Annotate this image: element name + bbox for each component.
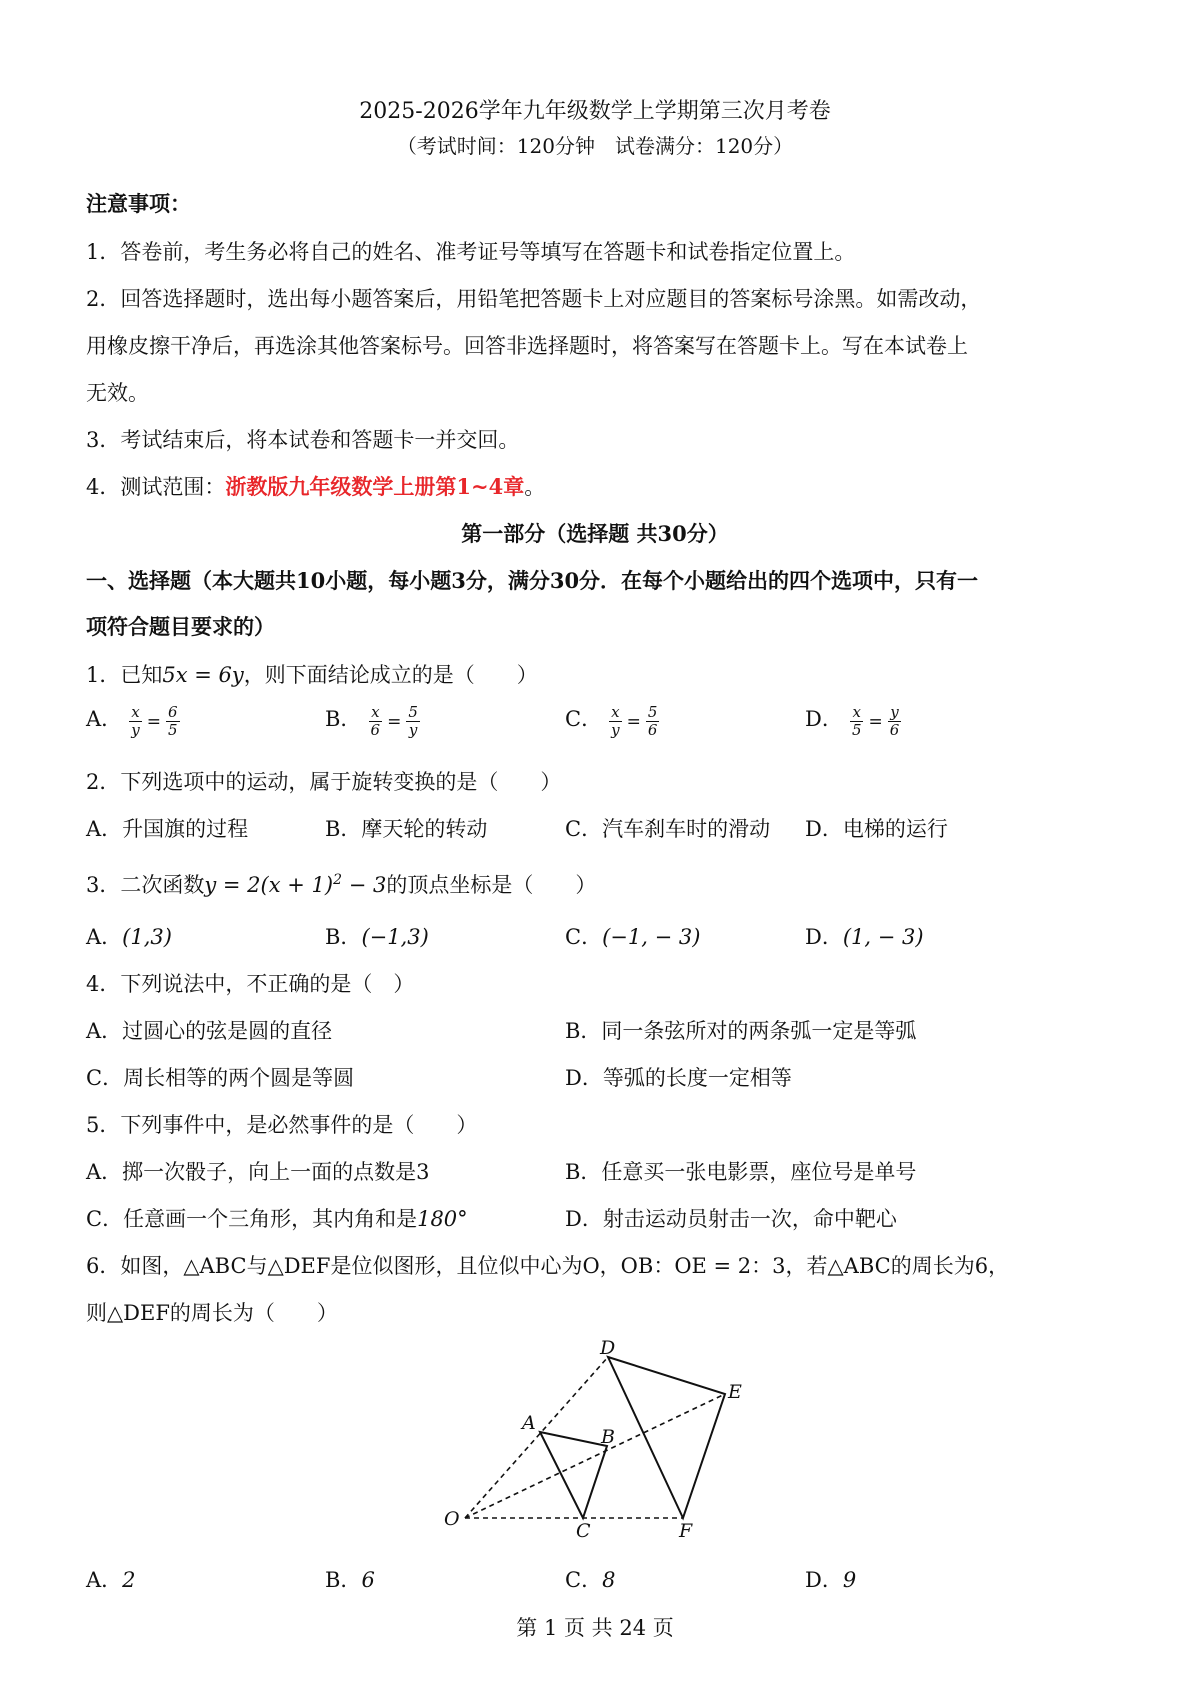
triangle-abc xyxy=(540,1432,607,1518)
note-item-1: 1．答卷前，考生务必将自己的姓名、准考证号等填写在答题卡和试卷指定位置上。 xyxy=(86,240,856,264)
option-b-value: (−1,3) xyxy=(361,925,429,949)
question-3-option-a[interactable] xyxy=(86,921,172,951)
equals-sign: = xyxy=(146,711,161,732)
denominator: y xyxy=(131,721,140,739)
question-6-option-a[interactable] xyxy=(86,1564,136,1594)
question-1-option-b[interactable] xyxy=(325,703,422,739)
question-3-prefix: 3．二次函数 xyxy=(86,873,205,897)
fraction xyxy=(850,704,864,739)
equals-sign: = xyxy=(387,711,402,732)
denominator: 6 xyxy=(370,721,381,739)
numerator: 6 xyxy=(168,703,178,721)
numerator: 5 xyxy=(647,703,658,721)
question-4-option-b[interactable]: B．同一条弦所对的两条弧一定是等弧 xyxy=(565,1019,917,1043)
question-3-suffix: 的顶点坐标是（ ） xyxy=(386,873,597,897)
numerator: x xyxy=(371,703,380,721)
option-c-label: C． xyxy=(565,1568,603,1592)
question-6-stem-line-2: 则△DEF的周长为（ ） xyxy=(86,1301,338,1325)
question-2-option-d[interactable]: D．电梯的运行 xyxy=(805,817,948,841)
question-6-option-c[interactable] xyxy=(565,1564,615,1594)
question-1-stem xyxy=(86,659,538,689)
option-c-label: C． xyxy=(565,925,603,949)
section-instructions-line-1: 一、选择题（本大题共10小题，每小题3分，满分30分．在每个小题给出的四个选项中，只有一 xyxy=(86,568,979,593)
numerator: y xyxy=(890,703,899,721)
question-1-suffix: ，则下面结论成立的是（ ） xyxy=(243,663,538,687)
label-b: B xyxy=(601,1426,615,1448)
question-3-function-tail: − 3 xyxy=(342,873,387,897)
option-c-text: C．任意画一个三角形，其内角和是 xyxy=(86,1207,418,1231)
question-5-option-d[interactable]: D．射击运动员射击一次，命中靶心 xyxy=(565,1207,897,1231)
option-c-value: (−1, − 3) xyxy=(602,925,701,949)
denominator: y xyxy=(408,721,418,739)
option-b-label: B． xyxy=(325,707,362,731)
question-5-stem: 5．下列事件中，是必然事件的是（ ） xyxy=(86,1113,478,1137)
option-b-value: 6 xyxy=(361,1568,375,1592)
question-4-option-a[interactable]: A．过圆心的弦是圆的直径 xyxy=(86,1019,333,1043)
numerator: x xyxy=(611,703,620,721)
question-2-option-b[interactable]: B．摩天轮的转动 xyxy=(325,817,488,841)
label-f: F xyxy=(679,1520,693,1540)
label-d: D xyxy=(600,1337,616,1359)
question-6-stem-line-1: 6．如图，△ABC与△DEF是位似图形，且位似中心为O，OB：OE = 2：3，若△ABC的周长为6， xyxy=(86,1254,1010,1278)
exam-title: 2025-2026学年九年级数学上学期第三次月考卷 xyxy=(359,99,831,124)
label-c: C xyxy=(576,1520,591,1540)
denominator: 5 xyxy=(851,721,862,739)
question-3-exponent: 2 xyxy=(333,872,343,888)
question-2-option-a[interactable]: A．升国旗的过程 xyxy=(86,817,249,841)
question-1-equation: 5x = 6y xyxy=(162,663,244,687)
question-6-option-d[interactable] xyxy=(805,1564,856,1594)
page-number: 第 1 页 共 24 页 xyxy=(516,1616,674,1640)
exam-subtitle: （考试时间：120分钟 试卷满分：120分） xyxy=(396,134,794,158)
option-d-value: 9 xyxy=(842,1568,857,1592)
option-a-value: 2 xyxy=(122,1568,136,1592)
option-a-label: A． xyxy=(86,707,123,731)
fraction xyxy=(369,704,383,739)
denominator: 5 xyxy=(168,721,178,739)
note-item-4-suffix: 。 xyxy=(524,475,546,499)
equals-sign: = xyxy=(626,711,641,732)
question-5-option-a[interactable]: A．掷一次骰子，向上一面的点数是3 xyxy=(86,1160,430,1184)
question-4-option-c[interactable]: C．周长相等的两个圆是等圆 xyxy=(86,1066,355,1090)
question-2-option-c[interactable]: C．汽车刹车时的滑动 xyxy=(565,817,771,841)
fraction xyxy=(406,704,420,739)
numerator: x xyxy=(852,703,861,721)
question-1-prefix: 1．已知 xyxy=(86,663,163,687)
note-item-2-line-1: 2．回答选择题时，选出每小题答案后，用铅笔把答题卡上对应题目的答案标号涂黑。如需改动， xyxy=(86,287,982,311)
question-4-option-d[interactable]: D．等弧的长度一定相等 xyxy=(565,1066,792,1090)
numerator: x xyxy=(131,703,140,721)
test-scope: 浙教版九年级数学上册第1~4章 xyxy=(225,474,525,499)
denominator: 6 xyxy=(647,721,658,739)
question-6-option-b[interactable] xyxy=(325,1564,375,1594)
question-3-option-c[interactable] xyxy=(565,921,700,951)
option-a-label: A． xyxy=(86,1568,123,1592)
option-a-label: A． xyxy=(86,925,123,949)
numerator: 5 xyxy=(408,703,418,721)
label-o: O xyxy=(444,1508,460,1530)
option-d-label: D． xyxy=(805,1568,843,1592)
question-3-option-d[interactable] xyxy=(805,921,924,951)
notes-heading: 注意事项： xyxy=(86,191,191,216)
option-c-value: 8 xyxy=(602,1568,616,1592)
fraction xyxy=(166,704,180,739)
option-c-label: C． xyxy=(565,707,603,731)
note-item-2-line-3: 无效。 xyxy=(86,381,149,405)
option-d-label: D． xyxy=(805,925,843,949)
denominator: 6 xyxy=(889,721,900,739)
question-1-option-a[interactable] xyxy=(86,703,182,739)
question-3-stem xyxy=(86,869,596,899)
section-instructions-line-2: 项符合题目要求的） xyxy=(86,614,275,639)
fraction xyxy=(646,704,660,739)
question-5-option-b[interactable]: B．任意买一张电影票，座位号是单号 xyxy=(565,1160,917,1184)
fraction xyxy=(129,704,141,739)
fraction xyxy=(888,704,902,739)
note-item-4-prefix: 4．测试范围： xyxy=(86,475,226,499)
label-e: E xyxy=(728,1381,742,1403)
question-3-function: y = 2(x + 1) xyxy=(204,873,334,897)
option-d-value: (1, − 3) xyxy=(842,925,924,949)
note-item-4 xyxy=(86,471,545,501)
homothety-figure xyxy=(430,1335,760,1540)
label-a: A xyxy=(522,1412,536,1434)
ray-o-e xyxy=(465,1394,725,1518)
question-1-option-c[interactable] xyxy=(565,703,661,739)
question-3-option-b[interactable] xyxy=(325,921,429,951)
fraction xyxy=(609,704,621,739)
question-1-option-d[interactable] xyxy=(805,703,903,739)
note-item-2-line-2: 用橡皮擦干净后，再选涂其他答案标号。回答非选择题时，将答案写在答题卡上。写在本试卷上 xyxy=(86,334,968,358)
equals-sign: = xyxy=(868,711,883,732)
option-c-value: 180° xyxy=(417,1207,468,1231)
triangle-def xyxy=(608,1357,725,1518)
option-a-value: (1,3) xyxy=(122,925,172,949)
option-d-label: D． xyxy=(805,707,843,731)
question-5-option-c[interactable] xyxy=(86,1203,468,1233)
part1-heading: 第一部分（选择题 共30分） xyxy=(461,521,729,546)
note-item-3: 3．考试结束后，将本试卷和答题卡一并交回。 xyxy=(86,428,520,452)
question-2-stem: 2．下列选项中的运动，属于旋转变换的是（ ） xyxy=(86,770,562,794)
denominator: y xyxy=(611,721,620,739)
question-4-stem: 4．下列说法中，不正确的是（ ） xyxy=(86,972,415,996)
ray-o-d xyxy=(465,1357,608,1518)
option-b-label: B． xyxy=(325,1568,362,1592)
option-b-label: B． xyxy=(325,925,362,949)
triangles xyxy=(540,1357,725,1518)
